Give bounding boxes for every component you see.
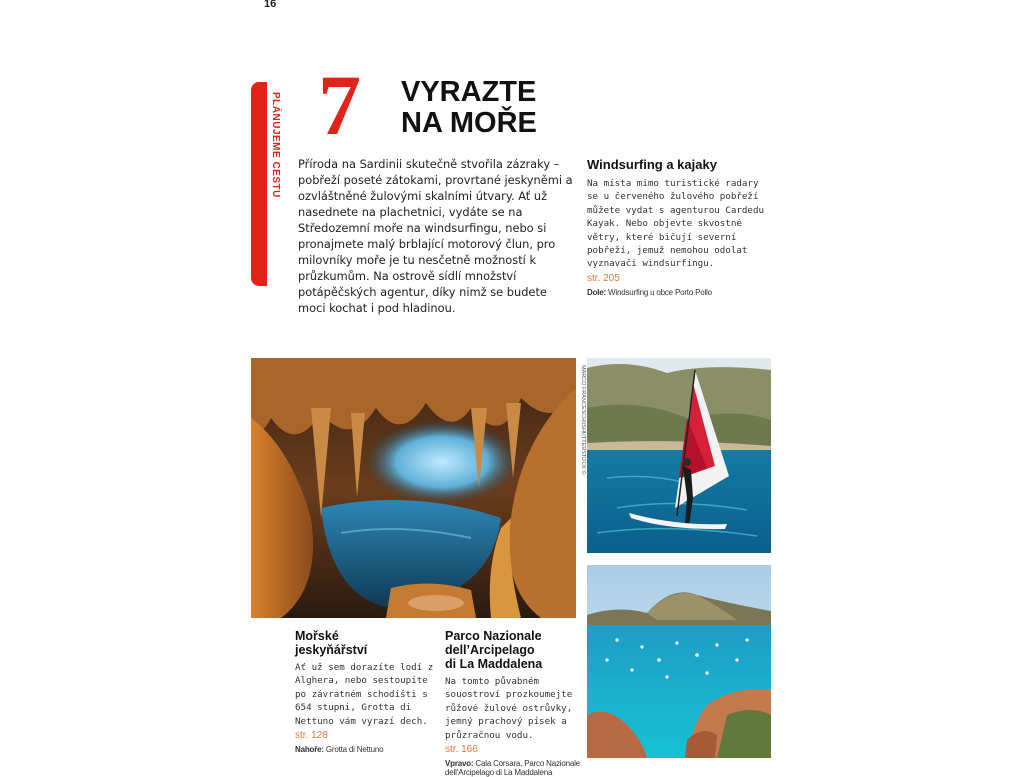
park-caption-text: Cala Corsara, Parco Nazionale dell’Arcipelago di La Maddalena [445,759,580,777]
feature-number: 7 [318,57,361,153]
park-page-ref[interactable]: str. 166 [445,744,478,756]
windsurfing-body: Na místa mimo turistické radary se u červeného žulového pobřeží můžete vydat s agenturou Cardedu Kayak. Nebo objevte skvostné větry, které bičují severní pobřeží, jemuž nemohou odolat vyznavači windsurfingu. [587,178,765,270]
windsurfing-caption-label: Dole: [587,288,607,298]
park-title [445,629,583,671]
park-block [445,629,583,777]
windsurfing-text [587,177,767,285]
caves-block [295,629,435,754]
feature-title [401,77,581,139]
caves-caption-text: Grotta di Nettuno [325,745,384,755]
feature-title-line-1: VYRAZTE [401,76,537,108]
park-body: Na tomto půvabném souostroví prozkoumejte růžové žulové ostrůvky, jemný prachový písek a průzračnou vodu. [445,676,573,741]
caves-title-line-1: Mořské [295,629,339,643]
windsurfing-page-ref[interactable]: str. 205 [587,272,620,284]
photo-credit-text: MARCO FRANCESCHI/SHUTTERSTOCK © [580,365,586,475]
caves-body: Ať už sem dorazíte lodí z Alghera, nebo sestoupíte po závratném schodišti s 654 stupni, Grotta di Nettuno vám vyrazí dech. [295,662,434,727]
page-number: 16 [264,0,277,10]
park-title-line-2: dell’Arcipelago [445,643,535,657]
caves-caption [295,745,435,754]
feature-title-line-2: NA MOŘE [401,107,537,139]
windsurfing-photo [587,358,771,553]
windsurfing-block [587,157,767,297]
windsurfing-caption [587,288,767,297]
section-tab-label [269,92,281,212]
cala-corsara-photo [587,565,771,758]
park-caption-label: Vpravo: [445,759,474,769]
grotta-di-nettuno-photo [251,358,576,618]
caves-title-line-2: jeskyňářství [295,643,368,657]
caves-text [295,661,435,742]
windsurfing-title: Windsurfing a kajaky [587,157,717,172]
windsurfing-caption-text: Windsurfing u obce Porto Pollo [608,288,712,298]
photo-credit [579,365,587,485]
caves-caption-label: Nahoře: [295,745,324,755]
park-text [445,675,583,756]
park-title-line-1: Parco Nazionale [445,629,542,643]
feature-intro: Příroda na Sardinii skutečně stvořila zázraky – pobřeží poseté zátokami, provrtané jeskyněmi a ozvláštněné žulovými skalními útvary. Ať už nasednete na plachetnici, vydáte se na Středozemní moře na windsurfingu, nebo si pronajmete malý brblající motorový člun, pro milovníky moře je tu nesčetně možností k průzkumům. Na ostrově sídlí množství potápěčských agentur, díky nimž se budete moci kochat i pod hladinou. [298,157,573,315]
park-caption [445,759,583,777]
caves-title [295,629,435,657]
caves-page-ref[interactable]: str. 128 [295,730,328,742]
section-tab [251,82,267,286]
park-title-line-3: di La Maddalena [445,657,543,671]
section-tab-text: PLÁNUJEME CESTU [270,92,281,198]
